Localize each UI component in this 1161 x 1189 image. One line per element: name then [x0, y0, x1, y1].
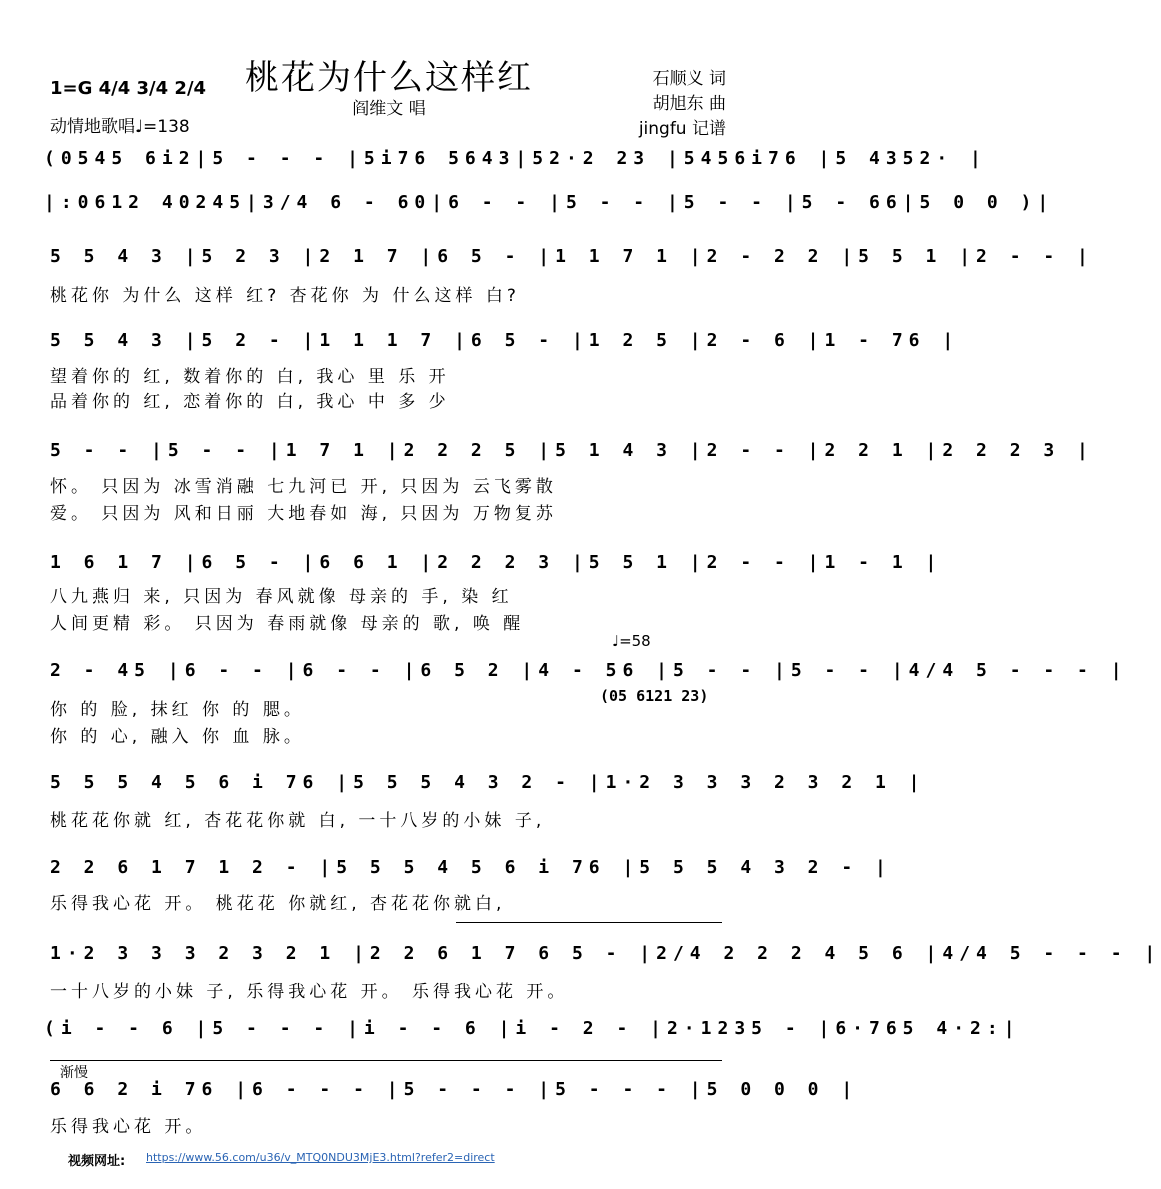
notation-line: |:0612 40245|3/4 6 - 60|6 - - |5 - - |5 - - |5 - 66|5 0 0 )| — [44, 192, 1055, 213]
notation-line: 5 5 5 4 5 6 i 76 |5 5 5 4 3 2 - |1·2 3 3 3 2 3 2 1 | — [50, 772, 926, 793]
transcriber-credit: jingfu 记谱 — [638, 119, 726, 139]
notation-line: 2 2 6 1 7 1 2 - |5 5 5 4 5 6 i 76 |5 5 5 4 3 2 - | — [50, 857, 892, 878]
lyric-line: 乐得我心花 开。 — [50, 1117, 207, 1137]
lyric-line: 人间更精 彩。 只因为 春雨就像 母亲的 歌, 唤 醒 — [50, 614, 525, 634]
ritardando-mark: 渐慢 — [60, 1065, 88, 1081]
notation-line: 5 5 4 3 |5 2 - |1 1 1 7 |6 5 - |1 2 5 |2 - 6 |1 - 76 | — [50, 330, 960, 351]
lyric-line: 桃花花你就 红, 杏花花你就 白, 一十八岁的小妹 子, — [50, 811, 546, 831]
key-and-meter: 1=G 4/4 3/4 2/4 — [50, 78, 207, 99]
lyric-line: 桃花你 为什么 这样 红? 杏花你 为 什么这样 白? — [50, 286, 520, 306]
notation-line: 5 - - |5 - - |1 7 1 |2 2 2 5 |5 1 4 3 |2 - - |2 2 1 |2 2 2 3 | — [50, 440, 1094, 461]
tempo-change-mark: ♩=58 — [612, 632, 651, 650]
notation-line: 2 - 45 |6 - - |6 - - |6 5 2 |4 - 56 |5 - - |5 - - |4/4 5 - - - | — [50, 660, 1128, 681]
lyric-line: 品着你的 红, 恋着你的 白, 我心 中 多 少 — [50, 392, 450, 412]
lyric-line: 爱。 只因为 风和日丽 大地春如 海, 只因为 万物复苏 — [50, 504, 557, 524]
lyric-line: 望着你的 红, 数着你的 白, 我心 里 乐 开 — [50, 367, 450, 387]
lyricist-credit: 石顺义 词 — [652, 69, 726, 89]
composer-credit: 胡旭东 曲 — [652, 94, 726, 114]
lyric-line: 你 的 脸, 抹红 你 的 腮。 — [50, 700, 305, 720]
notation-line: 1 6 1 7 |6 5 - |6 6 1 |2 2 2 3 |5 5 1 |2 - - |1 - 1 | — [50, 552, 943, 573]
video-url-label: 视频网址: — [68, 1154, 126, 1169]
song-title: 桃花为什么这样红 — [245, 58, 533, 98]
lyric-line: 怀。 只因为 冰雪消融 七九河已 开, 只因为 云飞雾散 — [50, 477, 557, 497]
tempo-marking: 动情地歌唱♩=138 — [50, 117, 190, 137]
volta-bracket — [456, 922, 722, 923]
video-url-link[interactable]: https://www.56.com/u36/v_MTQ0NDU3MjE3.html?refer2=direct — [146, 1151, 495, 1164]
lyric-line: 一十八岁的小妹 子, 乐得我心花 开。 乐得我心花 开。 — [50, 982, 569, 1002]
notation-line: 5 5 4 3 |5 2 3 |2 1 7 |6 5 - |1 1 7 1 |2 - 2 2 |5 5 1 |2 - - | — [50, 246, 1094, 267]
notation-line: 1·2 3 3 3 2 3 2 1 |2 2 6 1 7 6 5 - |2/4 2 2 2 4 5 6 |4/4 5 - - - | — [50, 943, 1161, 964]
lyric-line: 乐得我心花 开。 桃花花 你就红, 杏花花你就白, — [50, 894, 506, 914]
notation-line: (0545 6i2|5 - - - |5i76 5643|52·2 23 |5456i76 |5 4352· | — [44, 148, 987, 169]
lyric-line: 八九燕归 来, 只因为 春风就像 母亲的 手, 染 红 — [50, 587, 513, 607]
pickup-notes: (05 6121 23) — [600, 687, 709, 705]
notation-line: (i - - 6 |5 - - - |i - - 6 |i - 2 - |2·1235 - |6·765 4·2:| — [44, 1018, 1021, 1039]
lyric-line: 你 的 心, 融入 你 血 脉。 — [50, 727, 305, 747]
singer-credit: 阎维文 唱 — [352, 99, 426, 119]
notation-line: 6 6 2 i 76 |6 - - - |5 - - - |5 - - - |5 0 0 0 | — [50, 1079, 859, 1100]
volta-bracket — [50, 1060, 722, 1061]
